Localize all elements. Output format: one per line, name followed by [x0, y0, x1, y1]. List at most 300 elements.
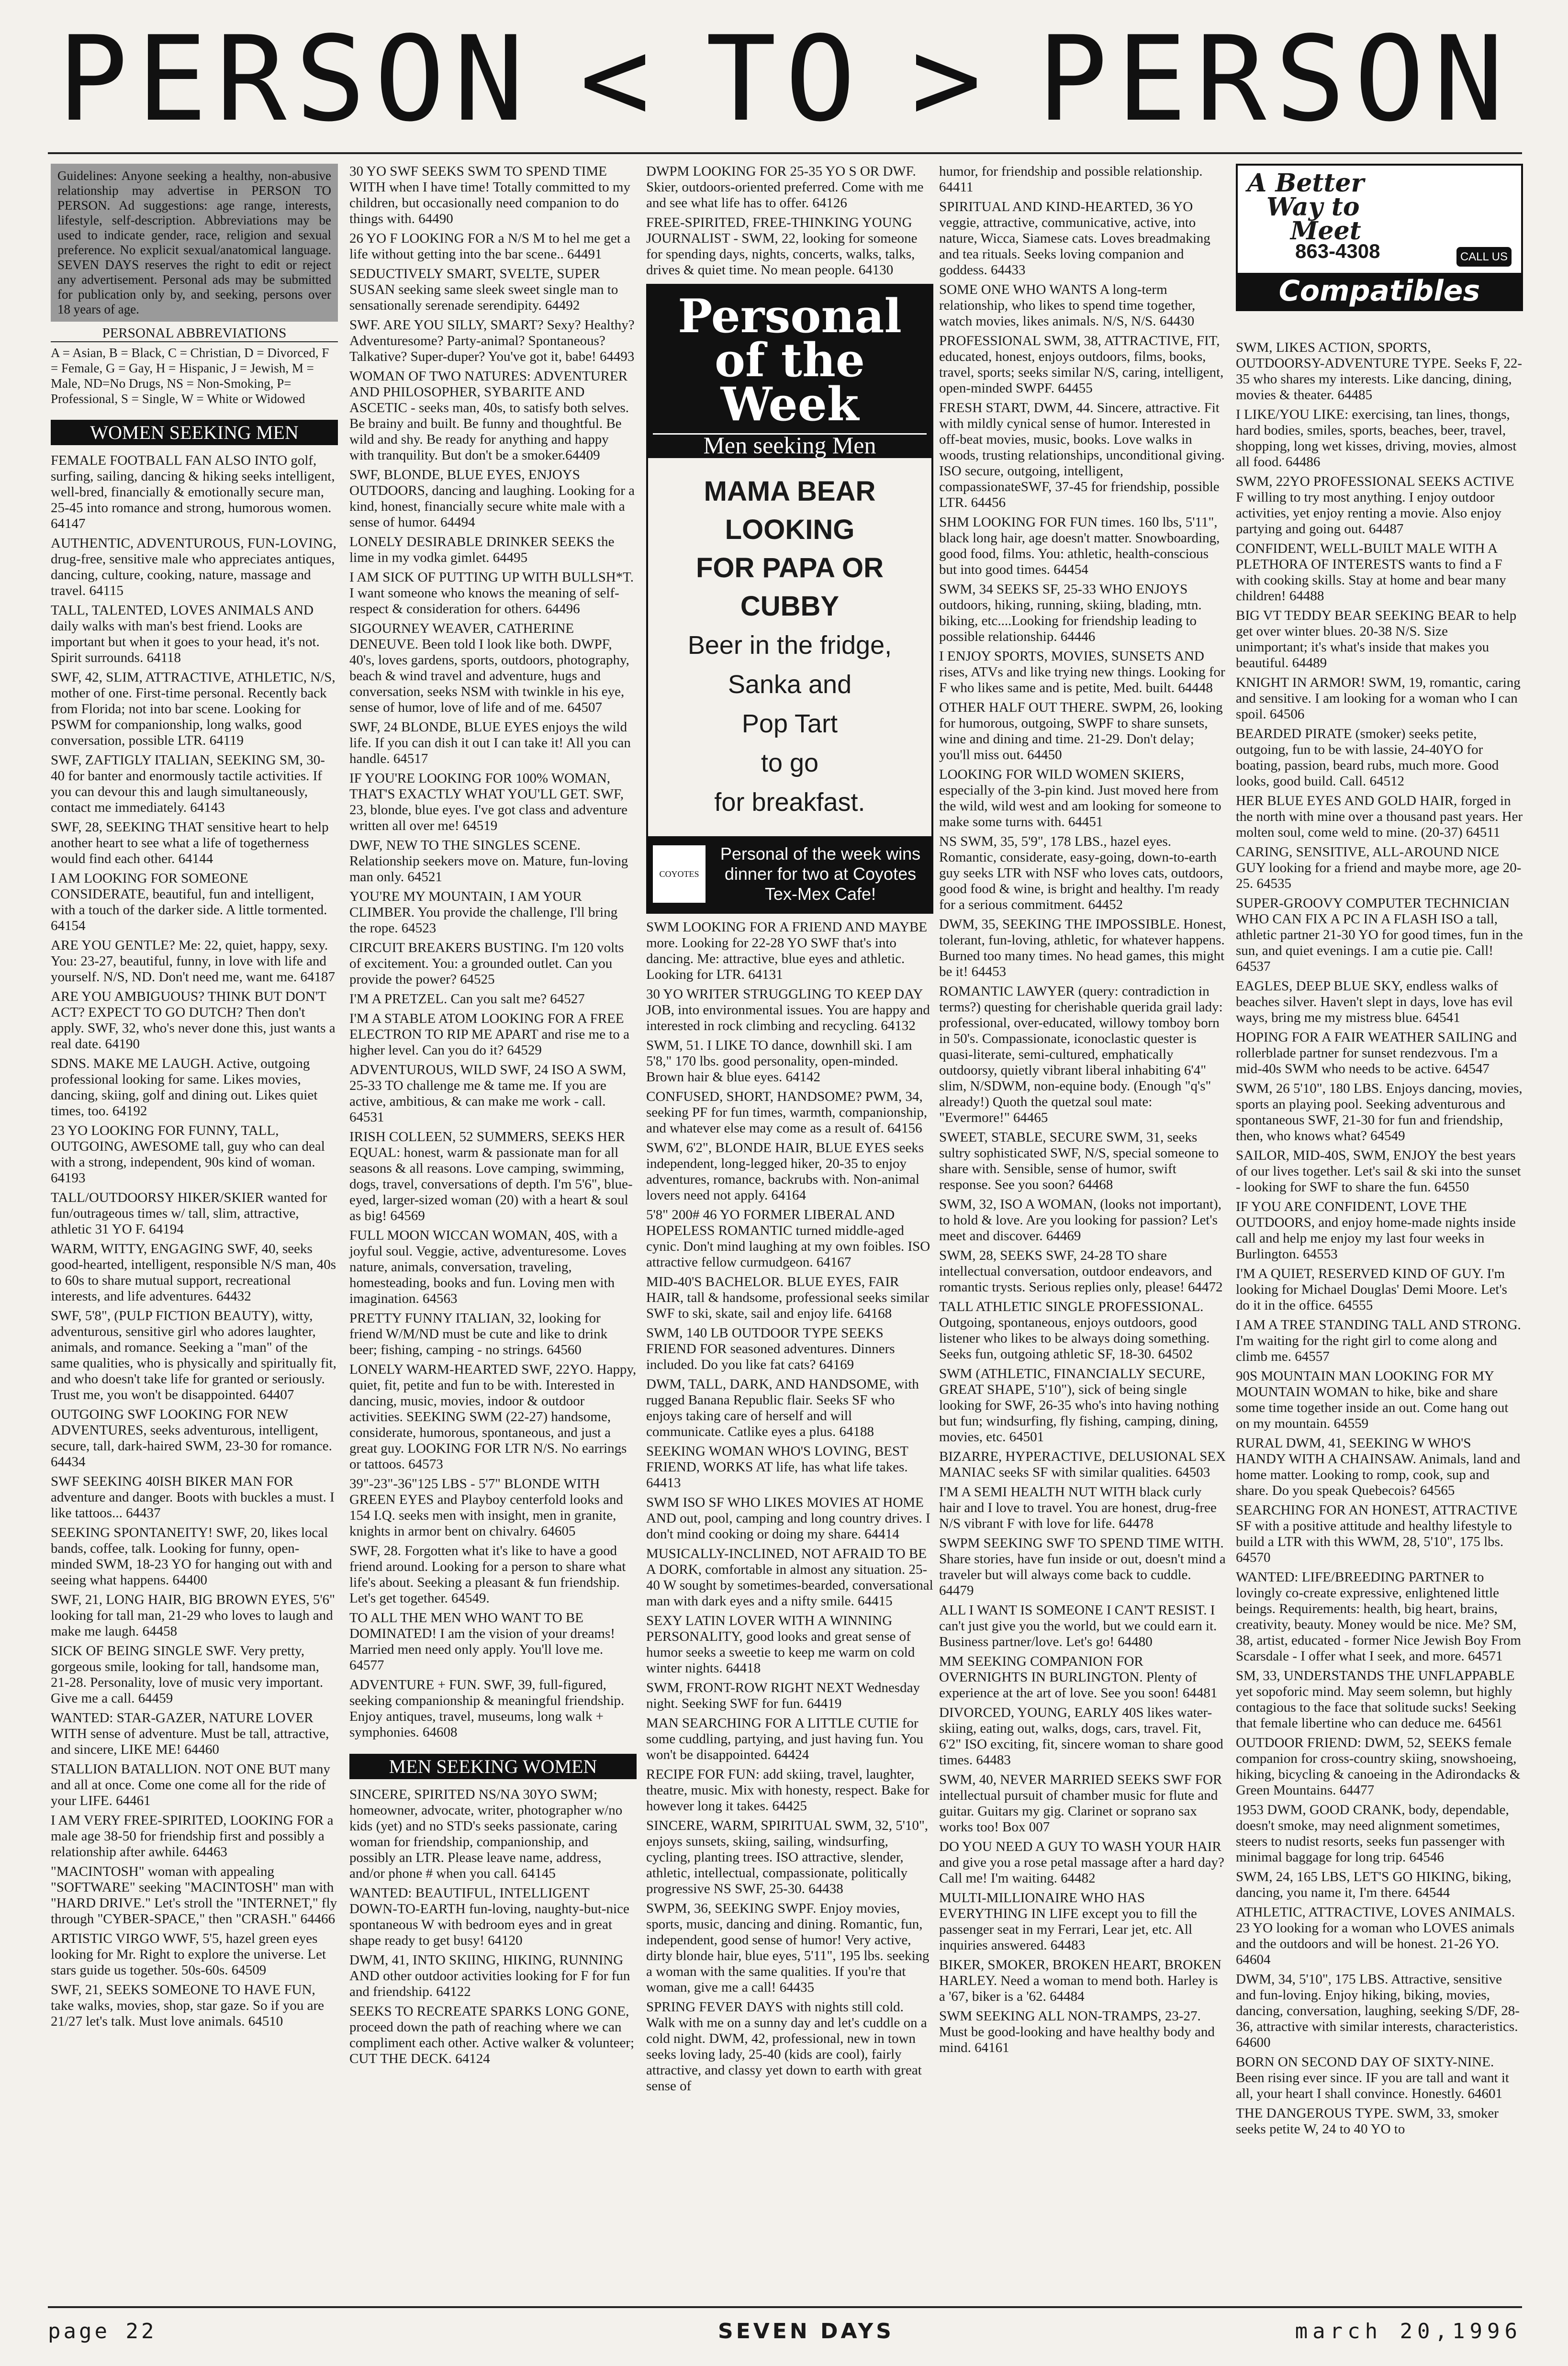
ad-text: Attractive, sensitive and fun-loving. Enjoy hiking, biking, movies, dancing, conversation, laughing, seeking S/DF, 28-36, attractive with similar interests, characteristics. 64600	[1236, 1972, 1520, 2050]
ad-text: to lovingly co-create expressive, enlightened little beings. Requirements: health, big heart, brains, creativity, beauty. Money would be nice. Me? SM, 38, artist, educated - former Nice Jewish Boy From Scarsdale - I offer what I seek, and more. 64571	[1236, 1570, 1521, 1664]
ad-headline: SWM, 32, ISO A WOMAN,	[939, 1197, 1097, 1212]
ad-text: 26, looking for humorous, outgoing, SWPF to share sunsets, wine and dining and time. 21-29. Don't delay; you'll miss out. 64450	[939, 700, 1223, 763]
ad-headline: SUPER-GROOVY COMPUTER TECHNICIAN WHO CAN FIX A PC IN A FLASH	[1236, 896, 1510, 927]
personal-ad	[646, 1680, 933, 1712]
personal-ad	[1236, 978, 1523, 1026]
section-men-seeking-women: MEN SEEKING WOMEN	[349, 1754, 637, 1779]
ad-text: a male age 38-50 for friendship first and possibly a relationship after awhile. 64463	[51, 1813, 334, 1860]
ad-text: the lime in my vodka gimlet. 64495	[349, 534, 615, 565]
ad-headline: OTHER HALF OUT THERE. SWPM,	[939, 700, 1156, 715]
abbreviations-title: PERSONAL ABBREVIATIONS	[51, 325, 338, 342]
ad-headline: AUTHENTIC, ADVENTUROUS, FUN-LOVING,	[51, 536, 336, 551]
personal-ad	[939, 1839, 1226, 1886]
ad-headline: LONELY DESIRABLE DRINKER SEEKS	[349, 534, 594, 549]
personal-ad	[51, 1308, 338, 1403]
ad-text: likes local bands, coffee, talk. Looking for funny, open-minded SWM, 18-23 YO for hanging out with and seeing what happens. 64400	[51, 1525, 332, 1588]
pow-prize-text: Personal of the week wins dinner for two at Coyotes Tex-Mex Cafe!	[720, 844, 921, 904]
compatibles-logo: Compatibles	[1238, 273, 1521, 309]
ad-text: Enjoy movies, sports, music, dancing and dining. Romantic, fun, independent, good sense of humor! Very active, dirty blonde hair, blue eyes, 5'11", 195 lbs. seeking a woman with the same qualities. If you're that woman, give me a call! 64435	[646, 1901, 930, 1995]
ad-headline: YOU'RE MY MOUNTAIN, I AM YOUR CLIMBER.	[349, 889, 582, 920]
ad-text: forged in the north with mine over a thousand past years. Her molten soul, come weld to mine. (20-37) 64511	[1236, 793, 1523, 840]
ad-text: smoker seeks petite W, 24 to 40 YO to	[1236, 2106, 1499, 2137]
masthead	[57, 11, 1512, 147]
personal-ad	[646, 1716, 933, 1763]
ad-text: tall, guy who can deal with a strong, independent, 90s kind of woman. 64193	[51, 1139, 325, 1186]
ad-headline: 39"-23"-36"125 LBS - 5'7" BLONDE WITH GREEN EYES	[349, 1476, 600, 1507]
ad-headline: I AM SICK OF PUTTING UP WITH BULLSH*T.	[349, 570, 634, 585]
ad-headline: SEEKS TO RECREATE SPARKS LONG GONE,	[349, 2004, 629, 2019]
ad-headline: SEEKING WOMAN WHO'S LOVING, BEST FRIEND, WORKS AT	[646, 1444, 908, 1475]
ads-list-col5	[1236, 340, 1523, 2137]
ad-headline: SWM, 51. I LIKE TO	[646, 1038, 769, 1053]
personal-ad	[51, 536, 338, 599]
personal-ad	[349, 719, 637, 767]
personal-ad	[646, 1999, 933, 2094]
ads-list-col4	[939, 164, 1226, 2056]
ad-headline: SWM ISO SF WHO LIKES MOVIES AT HOME AND	[646, 1495, 924, 1526]
ad-text: homeowner, advocate, writer, photographer w/no kids (yet) and no STD's seeks passionate, caring woman for friendship, companionship, and possibly an LTR. Please leave name, address, and/or phone # when you call. 64145	[349, 1803, 623, 1881]
ad-headline: DWM, 41, INTO SKIING, HIKING, RUNNING AND	[349, 1952, 624, 1984]
personal-ad	[349, 467, 637, 530]
personal-ad	[939, 333, 1226, 396]
personal-ad	[1236, 675, 1523, 722]
ad-headline: WANTED: LIFE/BREEDING PARTNER	[1236, 1570, 1470, 1585]
personal-ad	[51, 1931, 338, 1978]
ad-headline: BIG VT TEDDY BEAR SEEKING BEAR	[1236, 608, 1475, 623]
ad-text: Me: 22, quiet, happy, sexy. You: 23-27, beautiful, funny, in love with life and yourself. N/S, ND. Don't need me, want me. 64187	[51, 938, 335, 985]
section-women-seeking-men: WOMEN SEEKING MEN	[51, 420, 338, 445]
ad-text: more. Looking for 22-28 YO SWF that's into dancing. Me: attractive, blue eyes and athletic. Looking for LTR. 64131	[646, 935, 905, 982]
ad-text: Forgotten what it's like to have a good friend around. Looking for a person to share what life's about. Seeking a pleasant & fun friendship. Let's get together. 64549.	[349, 1543, 626, 1606]
personal-ad	[349, 1129, 637, 1224]
ads-list-col3b	[646, 919, 933, 2094]
ad-headline: SOME ONE WHO WANTS A	[939, 282, 1109, 297]
ad-headline: CIRCUIT BREAKERS BUSTING.	[349, 940, 548, 955]
ad-text: wanted for fun/outrageous times w/ tall, slim, attractive, athletic 31 YO F. 64194	[51, 1190, 327, 1237]
ad-text: seasoned adventures. Dinners included. Do you like fat cats? 64169	[646, 1341, 895, 1372]
ad-headline: IF YOU ARE CONFIDENT, LOVE THE OUTDOORS,	[1236, 1199, 1467, 1230]
personal-ad	[349, 1610, 637, 1673]
ad-headline: SM, 33, UNDERSTANDS THE UNFLAPPABLE	[1236, 1668, 1515, 1683]
personal-ad	[939, 984, 1226, 1126]
ad-text: endless walks of beaches silver. Haven't slept in days, love has evil ways, bring me my mistress blue. 64541	[1236, 978, 1513, 1025]
personal-ad	[349, 570, 637, 617]
ad-headline: LOOKING FOR WILD WOMEN SKIERS,	[939, 767, 1185, 782]
ad-text: veggie, attractive, communicative, active, into nature, Wicca, Siamese cats. Loves breadmaking and tea rituals. Seeks loving companion and goddess. 64433	[939, 215, 1210, 278]
personal-ad	[646, 215, 933, 278]
personal-ad	[349, 2004, 637, 2067]
personal-ad	[51, 670, 338, 749]
ad-headline: NS SWM, 35, 5'9", 178 LBS.,	[939, 834, 1107, 849]
personal-ad	[349, 266, 637, 314]
ad-headline: "MACINTOSH"	[51, 1864, 145, 1879]
ad-text: SAILING and rollerblade partner for sunset rendezvous. I'm a mid-40s SWM who needs to be active. 64547	[1236, 1030, 1517, 1076]
ad-text: (looks not important), to hold & love. Are you looking for passion? Let's meet and discover. 64469	[939, 1197, 1221, 1244]
masthead-word-1: PERSON	[57, 11, 533, 147]
ad-text: Skier, outdoors-oriented preferred. Come with me and see what life has to offer. 64126	[646, 179, 924, 211]
ad-headline: ADVENTURE + FUN. SWF, 39,	[349, 1677, 536, 1693]
ad-text: Need a woman to mend both. Harley is a '67, biker is a '62. 64484	[939, 1973, 1218, 2004]
ad-headline: OUTDOOR FRIEND: DWM, 52,	[1236, 1735, 1424, 1750]
personal-ad	[51, 1241, 338, 1304]
personal-ad	[1236, 1148, 1523, 1195]
ad-headline: I'M A PRETZEL.	[349, 991, 448, 1007]
ad-headline: SWF, BLONDE, BLUE EYES, ENJOYS OUTDOORS,	[349, 467, 580, 498]
ad-headline: SEXY LATIN LOVER WITH A WINNING PERSONALITY,	[646, 1613, 893, 1644]
personal-of-the-week-box	[646, 284, 933, 914]
personal-ad	[349, 621, 637, 716]
ad-text: intellectual pursuit of chamber music for flute and guitar. Guitars my gig. Clarinet or soprano sax works too! Box 007	[939, 1788, 1218, 1835]
ad-headline: ARE YOU AMBIGUOUS? THINK BUT DON'T ACT? EXPECT TO GO DUTCH?	[51, 989, 326, 1020]
ad-headline: SHM LOOKING FOR FUN	[939, 515, 1098, 530]
personal-ad	[1236, 793, 1523, 841]
ad-headline: I ENJOY SPORTS, MOVIES, SUNSETS AND	[939, 649, 1204, 664]
ad-text: with nights still cold. Walk with me on a sunny day and let's cuddle on a cold night. DWM, 42, professional, new in town seeks loving lady, 25-40 (kids are cool), fairly attractive, and classy yet down to earth with great sense of	[646, 1999, 927, 2094]
personal-ad	[1236, 896, 1523, 975]
personal-ad	[1236, 1199, 1523, 1262]
ad-headline: FEMALE FOOTBALL FAN ALSO INTO	[51, 453, 288, 468]
ad-headline: SWM, 26 5'10", 180 LBS.	[1236, 1081, 1383, 1096]
personal-ad	[1236, 1802, 1523, 1865]
personal-ad	[51, 1813, 338, 1860]
ad-headline: SWF, 5'8", (PULP FICTION BEAUTY),	[51, 1308, 279, 1323]
ad-headline: SEARCHING FOR AN HONEST, ATTRACTIVE SF	[1236, 1503, 1518, 1534]
ad-text: hazel green eyes looking for Mr. Right to explore the universe. Let stars guide us together. 50s-60s. 64509	[51, 1931, 326, 1978]
ad-text: to help get over winter blues. 20-38 N/S. Size unimportant; it's what's inside that makes you beautiful. 64489	[1236, 608, 1517, 671]
ad-headline: SWM, 22YO PROFESSIONAL SEEKS ACTIVE F	[1236, 474, 1514, 505]
personal-ad	[51, 819, 338, 867]
personal-ad	[939, 1603, 1226, 1650]
ad-headline: IRISH COLLEEN, 52 SUMMERS, SEEKS HER EQUAL:	[349, 1129, 626, 1160]
ad-headline: HER BLUE EYES AND GOLD HAIR,	[1236, 793, 1457, 808]
ad-text: Relationship seekers move on. Mature, fun-loving man only. 64521	[349, 853, 628, 885]
ad-text: a N/S M to hel me get a life without getting into the bar scene.. 64491	[349, 231, 630, 262]
ad-text: SWF, 23, blonde, blue eyes. I've got class and adventure written all over me! 64519	[349, 786, 628, 833]
page-number: page 22	[48, 2319, 157, 2344]
publication-name: SEVEN DAYS	[718, 2319, 894, 2344]
ad-text: other outdoor activities looking for F for fun and friendship. 64122	[349, 1968, 630, 1999]
ad-headline: TALL ATHLETIC SINGLE PROFESSIONAL.	[939, 1299, 1204, 1314]
ad-text: (query: contradiction in terms?) questing for cherishable querida grail lady: professional, over-educated, willowy tomboy born in 50's. Compassionate, iconoclastic quester is quasi-literate, semi-cultured, emphatically outdoorsy, quietly vibrant liberal inhabiting 6'4" slim, N/SDWM, non-equine body. (Enough "q's" already!) Quoth the quetzal soul mate: "Evermore!" 64465	[939, 984, 1223, 1125]
ad-text: looking for friend W/M/ND must be cute and like to drink beer; fishing, camping - no strings. 64560	[349, 1311, 608, 1357]
masthead-word-3: PERSON	[1037, 11, 1512, 147]
ad-text: add skiing, travel, laughter, theatre, music. Mix with honesty, respect. Bake for however long it takes. 64425	[646, 1767, 930, 1814]
ad-text: Very pretty, gorgeous smile, looking for tall, handsome man, 21-28. Personality, love of music very important. Give me a call. 64459	[51, 1643, 324, 1706]
personal-ad	[646, 1207, 933, 1270]
personal-ad	[51, 603, 338, 666]
personal-ad	[939, 400, 1226, 511]
ad-text: with a joyful soul. Veggie, active, adventuresome. Loves nature, animals, conversation, traveling, homesteading, books and fun. Loving men with imagination. 64563	[349, 1228, 627, 1306]
ad-headline: MID-40'S BACHELOR. BLUE EYES, FAIR HAIR,	[646, 1274, 899, 1305]
ad-headline: ATHLETIC, ATTRACTIVE, LOVES ANIMALS.	[1236, 1905, 1515, 1920]
ad-text: and Playboy centerfold looks and 154 I.Q. seeks men with insight, men in granite, knights in armor bent on chivalry. 64605	[349, 1492, 623, 1539]
ad-text: witty, adventurous, sensitive girl who adores laughter, animals, and romance. Seeking a "man" of the same qualities, who is physically and spiritually fit, and who doesn't take life for granted or seriously. Trust me, you won't be disappointed. 64407	[51, 1308, 336, 1402]
ad-headline: CONFIDENT, WELL-BUILT MALE WITH A PLETHORA OF INTERESTS	[1236, 541, 1497, 572]
personal-ad	[51, 1864, 338, 1927]
ad-text: seeks good-hearted, intelligent, responsible N/S man, 40s to 60s to share mutual support, recreational interests, and life adventures. 64432	[51, 1241, 336, 1304]
ad-headline: 90S MOUNTAIN MAN LOOKING FOR MY MOUNTAIN WOMAN	[1236, 1368, 1494, 1400]
ad-headline: 23 YO LOOKING FOR FUNNY, TALL, OUTGOING, AWESOME	[51, 1123, 279, 1154]
column-2	[349, 164, 637, 2071]
ad-text: Plenty of experience at the art of love. See you soon! 64481	[939, 1670, 1218, 1701]
tagline-line-2: Way to	[1266, 192, 1360, 222]
ad-headline: SWM, 28, SEEKS SWF, 24-28 TO	[939, 1248, 1134, 1263]
personal-ad	[939, 1366, 1226, 1445]
pow-headline-1: MAMA BEAR LOOKING	[704, 476, 876, 545]
compatibles-tagline	[1247, 168, 1365, 246]
page-footer	[48, 2319, 1522, 2348]
ad-text: Been rising ever since. IF you are tall and want it all, your heart I shall convince. Honestly. 64601	[1236, 2070, 1509, 2101]
ad-text: and give you a rose petal massage after a hard day? Call me! I'm waiting. 64482	[939, 1855, 1224, 1886]
ad-headline: SWM, 40, NEVER MARRIED SEEKS SWF FOR	[939, 1772, 1222, 1787]
compatibles-ad	[1236, 164, 1523, 311]
ad-headline: ARE YOU GENTLE?	[51, 938, 175, 953]
ad-text: challenge me & tame me. If you are active, ambitious, & can make me work - call. 64531	[349, 1078, 606, 1125]
personal-ad	[646, 1613, 933, 1676]
ad-text: comfortable in almost any situation. 25-40 W sought by sometimes-bearded, conversational man with dark eyes and a nifty smile. 64415	[646, 1562, 933, 1609]
personal-ad	[1236, 2106, 1523, 2137]
ad-headline: TALL, TALENTED, LOVES ANIMALS	[51, 603, 281, 618]
ads-list-col1	[51, 453, 338, 2030]
ad-text: sensitive heart to help another heart to see what a life of togetherness would find each other. 64144	[51, 819, 329, 866]
personal-ad	[349, 940, 637, 987]
ad-text: romantic, caring and sensitive. I am looking for a woman who I can spoil. 64506	[1236, 675, 1521, 722]
ad-headline: MAN SEARCHING FOR A LITTLE	[646, 1716, 855, 1731]
ad-headline: SWM (ATHLETIC, FINANCIALLY SECURE, GREAT SHAPE, 5'10"),	[939, 1366, 1205, 1397]
ad-headline: 26 YO F LOOKING FOR	[349, 231, 495, 246]
tagline-line-1: A Better	[1247, 168, 1365, 198]
ad-headline: ROMANTIC LAWYER	[939, 984, 1075, 999]
ad-headline: BIZARRE, HYPERACTIVE, DELUSIONAL SEX MANIAC	[939, 1449, 1226, 1480]
ad-headline: SWF, 21, SEEKS SOMEONE TO HAVE FUN,	[51, 1982, 315, 1997]
ad-text: to hike, bike and share some time together inside an out. Come hang out on my mountain. 64559	[1236, 1384, 1509, 1431]
personal-ad	[51, 1982, 338, 2030]
personal-ad	[51, 1525, 338, 1588]
ad-headline: SWF SEEKING 40ISH BIKER MAN FOR	[51, 1474, 293, 1489]
personal-ad	[646, 987, 933, 1034]
ad-headline: WARM, WITTY, ENGAGING SWF, 40,	[51, 1241, 279, 1256]
ad-text: willing to try most anything. I enjoy outdoor activities, yet enjoy renting a movie. Also enjoy partying and going out. 64487	[1236, 490, 1501, 537]
ad-text: body, dependable, doesn't smoke, may need alignment sometimes, steers to nudist resorts, seeks fun passenger with minimal baggage for long trip. 64546	[1236, 1802, 1509, 1865]
ad-text: N/S, mother of one. First-time personal. Recently back from Florida; not into bar scene. Looking for PSWM for companionship, long walks, good conversation, possible LTR. 64119	[51, 670, 336, 748]
ad-text: seeks SF with similar qualities. 64503	[998, 1465, 1210, 1480]
ad-text: adventure and danger. Boots with buckles a must. I like tattoos... 64437	[51, 1490, 335, 1521]
ad-headline: I LIKE/YOU LIKE:	[1236, 407, 1349, 422]
ad-text: 34, seeking PF for fun times, warmth, companionship, and whatever else may come as a result of. 64156	[646, 1089, 928, 1136]
personal-ad	[939, 1705, 1226, 1768]
ad-text: - SWM, 22, looking for someone for spending days, nights, concerts, walks, talks, drives & quiet time. No mean people. 64130	[646, 231, 918, 278]
ad-text: take walks, movies, shop, star gaze. So if you are 21/27 let's talk. Must love animals. 64510	[51, 1998, 324, 2029]
personal-ad	[646, 1089, 933, 1136]
personal-ad	[939, 917, 1226, 980]
pow-subtitle: Men seeking Men	[653, 433, 927, 453]
ad-text: 23 YO looking for a woman who LOVES animals and the outdoors and will be honest. 21-26 YO. 64604	[1236, 1920, 1515, 1967]
ad-text: tall & handsome, professional seeks similar SWF to ski, skate, sail and enjoy life. 64168	[646, 1290, 930, 1321]
ad-text: Can you salt me? 64527	[450, 991, 585, 1007]
ad-text: seeking same sleek sweet single man to sensationally serenade serendipity. 64492	[349, 282, 618, 313]
ad-text: black curly hair and I love to travel. You are honest, drug-free N/S vibrant F with love for life. 64478	[939, 1484, 1217, 1531]
personal-ad	[51, 1761, 338, 1809]
personal-ad	[646, 1767, 933, 1814]
ad-text: beautiful, fun and intelligent, with a touch of the darker side. A little tormented. 64154	[51, 886, 327, 933]
ad-headline: PRETTY FUNNY ITALIAN, 32,	[349, 1311, 535, 1326]
ad-text: Seeks F, 22-35 who shares my interests. Like dancing, dining, movies & theater. 64485	[1236, 356, 1523, 403]
personal-ad	[646, 1444, 933, 1491]
ad-headline: SWF, 24 BLONDE, BLUE EYES	[349, 719, 539, 735]
personal-ad	[939, 834, 1226, 913]
tagline-line-3: Meet	[1290, 216, 1361, 246]
ad-text: hazel eyes. Romantic, considerate, easy-going, down-to-earth guy seeks LTR with NSF who loves cats, outdoors, good food & wine, is bright and healthy. I'm ready for a serious commitment. 64452	[939, 834, 1223, 912]
ad-text: with rugged Banana Republic flair. Seeks SF who enjoys taking care of herself and will communicate. Catlike eyes a plus. 64188	[646, 1377, 919, 1439]
ad-text: Then don't apply. SWF, 32, who's never done this, just wants a real date. 64190	[51, 1005, 336, 1052]
ad-text: 23-27. Must be good-looking and have healthy body and mind. 64161	[939, 2008, 1215, 2055]
ads-list-col2a	[349, 164, 637, 1740]
ad-headline: 30 YO SWF SEEKS SWM TO SPEND TIME WITH	[349, 164, 607, 195]
personal-ad	[51, 752, 338, 816]
ad-headline: SDNS. MAKE ME LAUGH.	[51, 1056, 214, 1071]
ad-headline: SEEKING SPONTANEITY! SWF, 20,	[51, 1525, 268, 1540]
ad-text: educated, honest, enjoys outdoors, films, books, travel, sports; seeks similar N/S, caring, intelligent, open-minded SWPF. 64455	[939, 349, 1224, 396]
ad-headline: BEARDED PIRATE	[1236, 726, 1352, 741]
ad-headline: SWM SEEKING ALL NON-TRAMPS,	[939, 2008, 1162, 2024]
ad-text: I want someone who knows the meaning of self-respect & consideration for others. 64496	[349, 585, 619, 617]
personal-ad	[939, 1484, 1226, 1532]
personal-ad	[349, 1311, 637, 1358]
ad-headline: ADVENTUROUS, WILD SWF, 24 ISO A SWM, 25-33 TO	[349, 1062, 626, 1093]
ad-text: times. 160 lbs, 5'11", black long hair, age doesn't matter. Snowboarding, good food, films. You: athletic, health-conscious but into good times. 64454	[939, 515, 1220, 577]
personal-ad	[349, 231, 637, 262]
ad-headline: DIVORCED, YOUNG, EARLY 40S	[939, 1705, 1144, 1720]
ad-headline: I AM LOOKING FOR SOMEONE CONSIDERATE,	[51, 871, 248, 902]
ad-headline: HOPING FOR A FAIR WEATHER	[1236, 1030, 1434, 1045]
ad-headline: DO YOU NEED A GUY TO WASH YOUR HAIR	[939, 1839, 1221, 1854]
personal-ad	[51, 1643, 338, 1706]
personal-ad	[939, 649, 1226, 696]
ad-text: Enjoys dancing, movies, sports an playing pool. Seeking adventurous and spontaneous SWF, 21-30 for fun and friendship, then, who knows what? 64549	[1236, 1081, 1523, 1144]
ad-text: with a positive attitude and healthy lifestyle to build a LTR with this WWM, 28, 5'10", 175 lbs. 64570	[1236, 1518, 1512, 1565]
ad-headline: MM SEEKING COMPANION FOR OVERNIGHTS IN BURLINGTON.	[939, 1654, 1143, 1685]
personal-ad	[939, 199, 1226, 278]
ad-headline: SWEET, STABLE, SECURE SWM, 31,	[939, 1130, 1164, 1145]
column-3	[646, 164, 933, 2098]
ad-text: Been told I look like both. DWPF, 40's, loves gardens, sports, outdoors, photography, beach & wind travel and adventure, hugs and conversation, seeks NSM with twinkle in his eye, sense of humor, love of life and of me. 64507	[349, 637, 629, 715]
ad-headline: FRESH START, DWM, 44.	[939, 400, 1094, 415]
personal-ad	[939, 1772, 1226, 1835]
personal-ad	[349, 1787, 637, 1882]
personal-ad	[1236, 844, 1523, 892]
personal-ad	[1236, 1266, 1523, 1313]
ad-text: sick of being single looking for SWF, 26-35 who's into having nothing but fun; windsurfing, fly fishing, camping, dining, movies, etc. 64501	[939, 1382, 1219, 1445]
ad-text: and enjoy home-made nights inside call and help me enjoy my last four weeks in Burlington. 64553	[1236, 1215, 1516, 1262]
personal-ad	[1236, 2054, 1523, 2102]
personal-ad	[939, 1130, 1226, 1193]
personal-ad	[1236, 608, 1523, 671]
personal-ad	[349, 771, 637, 834]
column-5	[1236, 164, 1523, 2141]
personal-ad	[939, 164, 1226, 195]
ad-text: woman with appealing "SOFTWARE" seeking "MACINTOSH" man with "HARD DRIVE." Let's stroll the "INTERNET," fly through "CYBER-SPACE," then "CRASH." 64466	[51, 1864, 337, 1927]
ad-headline: SPIRITUAL AND KIND-HEARTED, 36 YO	[939, 199, 1193, 214]
ad-text: (smoker) seeks petite, outgoing, fun to be with lassie, 24-40YO for boating, passion, beard rubs, much more. Good looks, good build. Call. 64512	[1236, 726, 1499, 789]
personal-ad	[51, 1474, 338, 1521]
pow-title: Personal of the Week	[678, 289, 902, 431]
personal-ad	[1236, 1869, 1523, 1901]
ad-text: especially of the 3-pin kind. Just moved here from the wild, wild west and am looking for someone to make some turns with. 64451	[939, 783, 1221, 830]
personal-ad	[1236, 1030, 1523, 1077]
personal-ad	[1236, 1368, 1523, 1432]
personal-ad	[646, 1140, 933, 1203]
ad-text: enjoys the wild life. If you can dish it out I can take it! All you can handle. 64517	[349, 719, 631, 766]
ad-headline: SICK OF BEING SINGLE SWF.	[51, 1643, 237, 1659]
personal-ad	[1236, 1972, 1523, 2051]
personal-ad	[646, 1901, 933, 1996]
ad-text: into environmental issues. You are happy and interested in rock climbing and recycling. 64132	[646, 1002, 930, 1033]
ad-text: many and all at once. Come one come all for the ride of your LIFE. 64461	[51, 1761, 330, 1808]
ad-headline: PROFESSIONAL SWM, 38, ATTRACTIVE, FIT,	[939, 333, 1220, 348]
ad-text: drug-free, sensitive male who appreciates antiques, dancing, culture, cooking, nature, massage and travel. 64115	[51, 551, 335, 598]
ad-text: AND daily walks with man's best friend. Looks are important but when it goes to your head, it's not. Spirit surrounds. 64118	[51, 603, 320, 665]
ad-headline: DWM, 34, 5'10", 175 LBS.	[1236, 1972, 1389, 1987]
personal-ad	[646, 1495, 933, 1542]
ad-headline: OUTGOING SWF LOOKING FOR NEW ADVENTURES,	[51, 1407, 288, 1438]
pow-body	[648, 458, 931, 836]
personal-ad	[1236, 1503, 1523, 1566]
ad-text: I am the vision of your dreams! Married men need only apply. You'll love me. 64577	[349, 1626, 615, 1673]
ad-headline: SINCERE, WARM, SPIRITUAL SWM, 32, 5'10",	[646, 1818, 929, 1833]
issue-date: march 20,1996	[1295, 2319, 1522, 2344]
pow-footer	[648, 836, 931, 912]
masthead-rule	[48, 152, 1522, 154]
ad-text: I'm waiting for the right girl to come along and climb me. 64557	[1236, 1333, 1497, 1364]
ad-headline: SINCERE, SPIRITED NS/NA 30YO SWM;	[349, 1787, 598, 1802]
personal-ad	[939, 1890, 1226, 1953]
personal-ad	[939, 582, 1226, 645]
pow-line-1: Beer in the fridge,	[687, 631, 892, 660]
ad-headline: IF YOU'RE LOOKING FOR 100% WOMAN, THAT'S EXACTLY WHAT YOU'LL GET.	[349, 771, 610, 802]
ad-headline: BIKER, SMOKER, BROKEN HEART, BROKEN HARLEY.	[939, 1957, 1221, 1988]
personal-ad	[646, 1546, 933, 1609]
ad-text: Active, outgoing professional looking for same. Likes movies, dancing, skiing, golf and dining out. Likes quiet times, too. 64192	[51, 1056, 318, 1119]
personal-ad	[939, 1248, 1226, 1295]
personal-ad	[646, 1038, 933, 1085]
ad-headline: MUSICALLY-INCLINED, NOT AFRAID TO BE A DORK,	[646, 1546, 927, 1577]
personal-ad	[51, 1190, 338, 1237]
ad-headline: SWM, 6'2", BLONDE HAIR, BLUE EYES	[646, 1140, 891, 1155]
ad-headline: WANTED: STAR-GAZER, NATURE LOVER WITH	[51, 1710, 314, 1741]
ad-headline: ARTISTIC VIRGO WWF, 5'5,	[51, 1931, 223, 1946]
ad-headline: THE DANGEROUS TYPE. SWM, 33,	[1236, 2106, 1455, 2121]
personal-ad	[51, 1592, 338, 1639]
ad-text: proceed down the path of reaching where we can compliment each other. Active walker & volunteer; CUT THE DECK. 64124	[349, 2019, 635, 2066]
coyotes-logo: COYOTES	[653, 845, 706, 903]
ad-headline: SWF, 28.	[349, 1543, 402, 1559]
personal-ad	[51, 938, 338, 985]
personal-ad	[349, 1543, 637, 1606]
personal-ad	[939, 700, 1226, 763]
pow-headline-2: FOR PAPA OR CUBBY	[695, 552, 884, 622]
ad-text: honest, warm & passionate man for all seasons & all reasons. Love camping, swimming, dogs, travel, conversations of depth. I'm 5'6", blue-eyed, larger-sized woman (20) with a heart & soul as big! 64569	[349, 1145, 633, 1223]
ad-text: rises, ATVs and like trying new things. Looking for F who likes same and is petite, Med. built. 64448	[939, 664, 1225, 695]
personal-ad	[1236, 407, 1523, 470]
personal-ad	[646, 919, 933, 983]
ad-headline: CARING, SENSITIVE, ALL-AROUND NICE GUY	[1236, 844, 1500, 875]
personal-ad	[349, 1362, 637, 1472]
ad-text: I'm looking for Michael Douglas' Demi Moore. Let's do it in the office. 64555	[1236, 1266, 1507, 1313]
ad-headline: SWF, ZAFTIGLY ITALIAN, SEEKING	[51, 752, 276, 768]
ad-headline: SWF, 42, SLIM, ATTRACTIVE, ATHLETIC,	[51, 670, 307, 685]
ad-headline: I'M A SEMI HEALTH NUT WITH	[939, 1484, 1136, 1500]
ad-headline: CONFUSED, SHORT, HANDSOME? PWM,	[646, 1089, 902, 1104]
